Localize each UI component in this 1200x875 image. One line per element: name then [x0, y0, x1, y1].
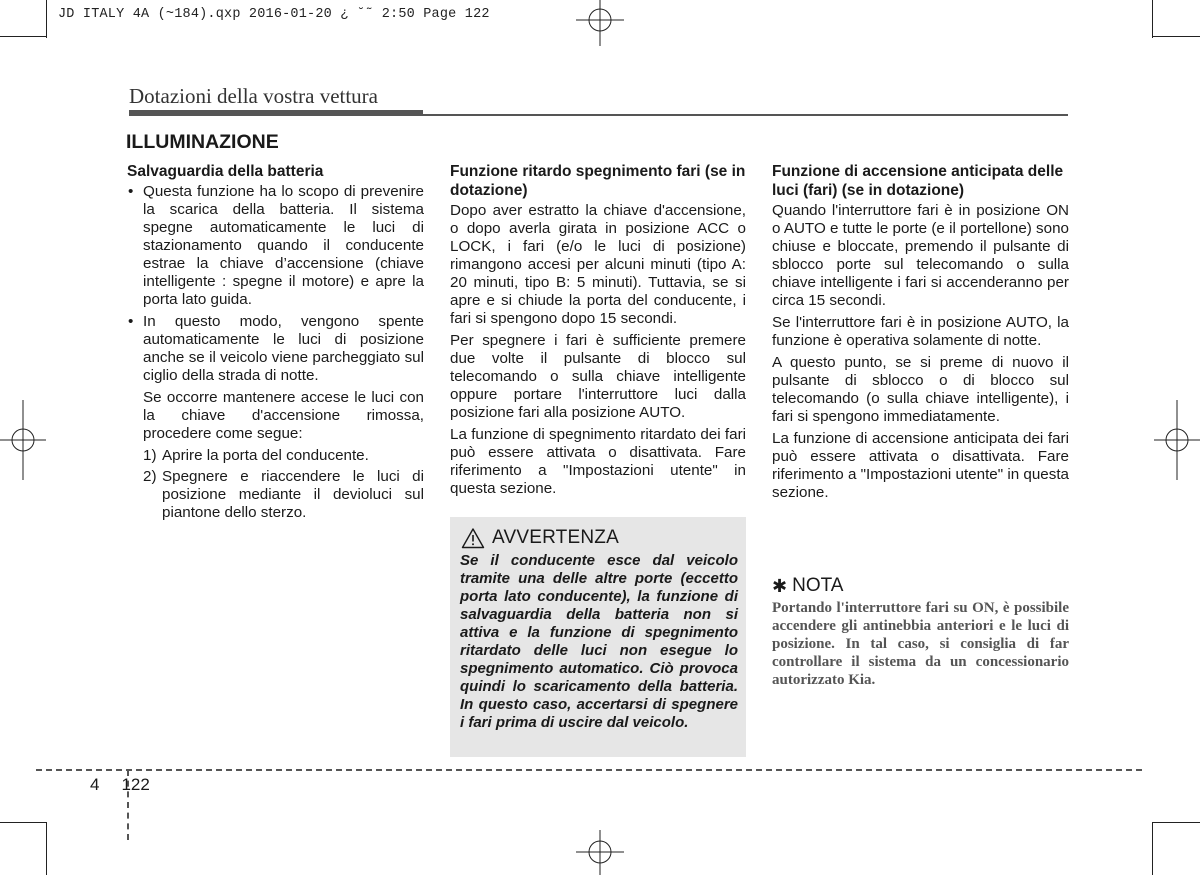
- chapter-number: 4: [90, 775, 100, 794]
- page-number-value: 122: [121, 775, 150, 794]
- registration-mark-icon: [572, 828, 628, 875]
- col3-heading: Funzione di accensione anticipata delle luci (fari) (se in dotazione): [772, 163, 1064, 199]
- col3-paragraph: Quando l'interruttore fari è in posizione ON o AUTO e tutte le porte (e il portellone) sono chiuse e bloccate, premendo il pulsante di sblocco porte sul telecomando o sulla chiave intelligente i fari si accenderanno per circa 15 secondi.: [772, 202, 1069, 309]
- col3-paragraph: La funzione di accensione anticipata dei fari può essere attivata o disattivata. Fare riferimento a "Impostazioni utente" in questa sezione.: [772, 430, 1069, 501]
- bullet-icon: •: [128, 183, 134, 200]
- footer-rule: [36, 769, 1142, 771]
- warning-triangle-icon: [461, 527, 485, 549]
- nota-title: NOTA: [792, 575, 844, 596]
- col2-heading: Funzione ritardo spegnimento fari (se in dotazione): [450, 163, 746, 199]
- col2-paragraph: La funzione di spegnimento ritardato dei fari può essere attivata o disattivata. Fare riferimento a "Impostazioni utente" in questa sezione.: [450, 426, 746, 497]
- title-bar: [129, 110, 423, 116]
- column-1: [127, 162, 424, 525]
- list-item: 1) Aprire la porta del conducente.: [143, 447, 369, 464]
- col2-paragraph: Per spegnere i fari è sufficiente premere due volte il pulsante di blocco sul telecomando o sulla chiave intelligente oppure portare l'interruttore luci dalla posizione fari alla posizione AUTO.: [450, 332, 746, 421]
- crop-mark: [0, 36, 46, 37]
- registration-mark-icon: [0, 400, 46, 480]
- crop-mark: [1152, 0, 1153, 38]
- registration-mark-icon: [1154, 400, 1200, 480]
- print-slug: JD ITALY 4A (~184).qxp 2016-01-20 ¿ ˘˜ 2:50 Page 122: [58, 7, 490, 22]
- section-title: Dotazioni della vostra vettura: [129, 84, 378, 108]
- col3-paragraph: Se l'interruttore fari è in posizione AUTO, la funzione è operativa solamente di notte.: [772, 314, 1069, 349]
- col1-paragraph: Se occorre mantenere accese le luci con la chiave d'accensione rimossa, procedere come segue:: [143, 389, 424, 442]
- warning-box: [450, 517, 746, 757]
- crop-mark: [46, 0, 47, 38]
- nota-text: Portando l'interruttore fari su ON, è possibile accendere gli antinebbia anteriori e le luci di posizione. In tal caso, si consiglia di far controllare il sistema da un concessionario autorizzato Kia.: [772, 600, 1069, 688]
- crop-mark: [0, 822, 46, 823]
- page-heading: ILLUMINAZIONE: [126, 131, 279, 153]
- list-item: 2) Spegnere e riaccendere le luci di posizione mediante il devioluci sul piantone dello sterzo.: [143, 468, 424, 521]
- crop-mark: [1152, 822, 1200, 823]
- col2-paragraph: Dopo aver estratto la chiave d'accensione, o dopo averla girata in posizione ACC o LOCK, i fari (e/o le luci di posizione) rimangono accesi per alcuni minuti (tipo A: 20 minuti, tipo B: 5 minuti). Tuttavia, se si apre e si chiude la porta del conducente, i fari si spengono dopo 15 secondi.: [450, 202, 746, 327]
- list-item: • Questa funzione ha lo scopo di prevenire la scarica della batteria. Il sistema spegne automaticamente le luci di stazionamento quando il conducente estrae la chiave d’accensione (chiave intelligente : spegne il motore) e apre la porta lato guida.: [128, 183, 424, 308]
- crop-mark: [1152, 36, 1200, 37]
- crop-mark: [1152, 822, 1153, 875]
- col3-paragraph: A questo punto, se si preme di nuovo il pulsante di sblocco o di blocco sul telecomando (o sulla chiave intelligente), i fari si spengono immediatamente.: [772, 354, 1069, 425]
- crop-mark: [46, 822, 47, 875]
- col1-bullets: [127, 183, 424, 385]
- column-2: [450, 162, 746, 502]
- bullet-icon: •: [128, 313, 134, 330]
- nota-header: [772, 575, 843, 597]
- col1-heading: Salvaguardia della batteria: [127, 163, 324, 180]
- title-rule: [423, 114, 1068, 116]
- warning-header: [461, 527, 619, 549]
- page-number: [90, 775, 150, 795]
- asterisk-icon: ✱: [772, 575, 788, 596]
- col1-steps: [143, 447, 424, 522]
- registration-mark-icon: [572, 0, 628, 50]
- column-3: [772, 162, 1069, 506]
- warning-title: AVVERTENZA: [492, 527, 619, 548]
- list-item: • In questo modo, vengono spente automaticamente le luci di posizione anche se il veicolo viene parcheggiato sul ciglio della strada di notte.: [128, 313, 424, 384]
- warning-text: Se il conducente esce dal veicolo tramite una delle altre porte (eccetto porta lato conducente), la funzione di salvaguardia della batteria non si attiva e la funzione di spegnimento ritardato delle luci non esegue lo spegnimento automatico. Ciò provoca quindi lo scaricamento della batteria. In questo caso, accertarsi di spegnere i fari prima di uscire dal veicolo.: [460, 552, 738, 731]
